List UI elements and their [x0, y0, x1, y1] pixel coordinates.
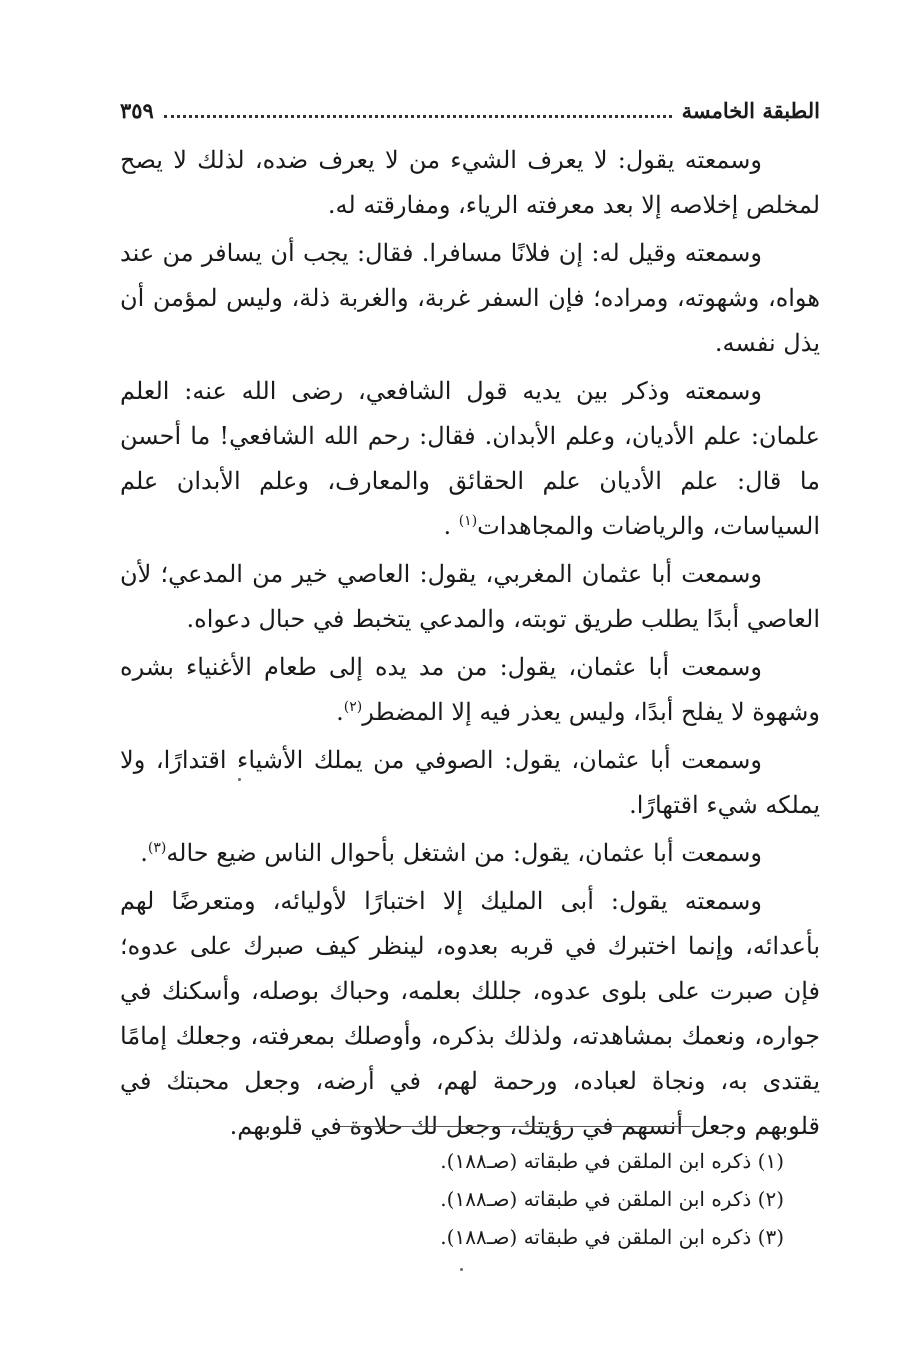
paragraph-3-text: وسمعته وذكر بين يديه قول الشافعي، رضى الله عنه: العلم علمان: علم الأديان، وعلم الأبدان. فقال: رحم الله الشافعي! ما أحسن ما قال: علم الأديان علم الحقائق والمعارف، وعلم الأبدان علم السياسات، والرياضات والمجاهدات	[120, 377, 820, 540]
paragraph-4: وسمعت أبا عثمان المغربي، يقول: العاصي خير من المدعي؛ لأن العاصي أبدًا يطلب طريق توبته، والمدعي يتخبط في حبال دعواه.	[120, 560, 820, 633]
page-number: ٣٥٩	[120, 98, 154, 123]
paragraph-7-end: .	[140, 839, 148, 867]
paragraph-1: وسمعته يقول: لا يعرف الشيء من لا يعرف ضده، لذلك لا يصح لمخلص إخلاصه إلا بعد معرفته الرياء، ومفارقته له.	[120, 146, 820, 219]
paragraph-2: وسمعته وقيل له: إن فلانًا مسافرا. فقال: يجب أن يسافر من عند هواه، وشهوته، ومراده؛ فإن السفر غربة، والغربة ذلة، وليس لمؤمن أن يذل نفسه.	[120, 239, 820, 357]
paragraph-5-text: وسمعت أبا عثمان، يقول: من مد يده إلى طعام الأغنياء بشره وشهوة لا يفلح أبدًا، وليس يعذر فيه إلا المضطر	[120, 653, 820, 726]
leader-dots	[164, 115, 672, 118]
paragraph-7-text: وسمعت أبا عثمان، يقول: من اشتغل بأحوال الناس ضيع حاله	[166, 839, 762, 867]
footnote-ref-3: (٣)	[147, 840, 167, 856]
paragraph-7	[120, 831, 820, 876]
paragraph-5	[120, 645, 820, 735]
footnote-2: (٢) ذكره ابن الملقن في طبقاته (صـ١٨٨).	[440, 1187, 784, 1211]
paragraph-6: وسمعت أبا عثمان، يقول: الصوفي من يملك الأشياء اقتدارًا، ولا يملكه شيء اقتهارًا.	[120, 746, 820, 819]
paragraph-3	[120, 369, 820, 549]
footnote-ref-2: (٢)	[343, 699, 363, 715]
running-header	[120, 98, 820, 138]
section-title: الطبقة الخامسة	[681, 98, 820, 123]
footnote-ref-1: (١)	[458, 513, 478, 529]
page-content	[120, 98, 820, 1149]
footnote-separator	[340, 1126, 700, 1127]
footnote-1: (١) ذكره ابن الملقن في طبقاته (صـ١٨٨).	[440, 1149, 784, 1173]
footnote-3: (٣) ذكره ابن الملقن في طبقاته (صـ١٨٨).	[440, 1225, 784, 1249]
paragraph-8: وسمعته يقول: أبى المليك إلا اختبارًا لأوليائه، ومتعرضًا لهم بأعدائه، وإنما اختبرك في قربه بعدوه، لينظر كيف صبرك على عدوه؛ فإن صبرت على بلوى عدوه، جللك بعلمه، وحباك بوصله، وأسكنك في جواره، ونعمك بمشاهدته، ولذلك بذكره، وأوصلك بمعرفته، وجعلك إمامًا يقتدى به، ونجاة لعباده، ورحمة لهم، في أرضه، وجعل محبتك في قلوبهم وجعل أنسهم في رؤيتك، وجعل لك حلاوة في قلوبهم.	[120, 887, 820, 1140]
scan-speck	[238, 778, 241, 781]
footnotes	[120, 1142, 784, 1256]
paragraph-5-end: .	[336, 698, 344, 726]
paragraph-3-end: .	[443, 512, 459, 540]
scan-speck	[460, 1268, 463, 1271]
